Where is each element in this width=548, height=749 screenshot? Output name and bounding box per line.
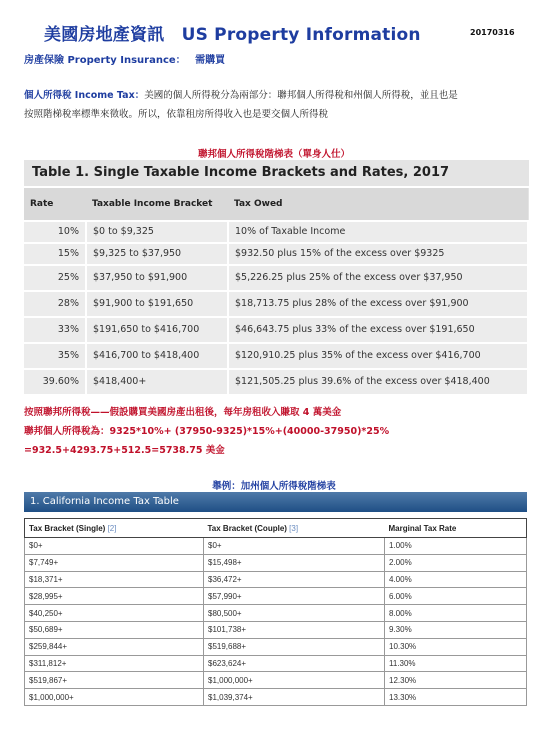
insurance-label: 房產保險 Property Insurance： [24, 55, 186, 66]
state-table-caption: 舉例：加州個人所得稅階梯表 [212, 481, 336, 492]
marginal-rate-cell: 13.30% [385, 689, 527, 706]
document-date: 20170316 [470, 28, 515, 37]
bracket-cell: $9,325 to $37,950 [86, 243, 228, 265]
table-row [24, 291, 528, 317]
couple-bracket-cell: $36,472+ [204, 571, 385, 588]
bracket-cell: $37,950 to $91,900 [86, 265, 228, 291]
single-bracket-cell: $259,844+ [25, 638, 204, 655]
federal-table-title: Table 1. Single Taxable Income Brackets and Rates, 2017 [24, 160, 529, 188]
table-row [25, 689, 527, 706]
couple-bracket-cell: $623,624+ [204, 655, 385, 672]
single-bracket-cell: $40,250+ [25, 605, 204, 622]
table-row [24, 243, 528, 265]
example-assumption: 按照聯邦所得稅——假設購買美國房產出租後，每年房租收入賺取 4 萬美金 [24, 407, 342, 418]
marginal-rate-cell: 2.00% [385, 554, 527, 571]
couple-bracket-cell: $1,000,000+ [204, 672, 385, 689]
table-row [25, 588, 527, 605]
bracket-cell: $416,700 to $418,400 [86, 343, 228, 369]
income-tax-paragraph [24, 86, 529, 124]
footnote-link[interactable]: [3] [289, 523, 299, 533]
table-row [25, 538, 527, 555]
single-bracket-cell: $7,749+ [25, 554, 204, 571]
table-row [24, 369, 528, 395]
couple-bracket-cell: $57,990+ [204, 588, 385, 605]
rate-cell: 35% [24, 343, 86, 369]
table-row [25, 605, 527, 622]
bracket-cell: $91,900 to $191,650 [86, 291, 228, 317]
marginal-rate-cell: 10.30% [385, 638, 527, 655]
rate-cell: 39.60% [24, 369, 86, 395]
owed-cell: $5,226.25 plus 25% of the excess over $37,950 [228, 265, 528, 291]
owed-cell: $46,643.75 plus 33% of the excess over $191,650 [228, 317, 528, 343]
federal-tax-table [24, 160, 529, 396]
rate-cell: 25% [24, 265, 86, 291]
marginal-rate-cell: 8.00% [385, 605, 527, 622]
marginal-rate-cell: 12.30% [385, 672, 527, 689]
single-bracket-cell: $519,867+ [25, 672, 204, 689]
single-bracket-cell: $311,812+ [25, 655, 204, 672]
page-title: 美國房地產資訊 US Property Information [44, 25, 421, 45]
table-row [25, 672, 527, 689]
table-row [25, 571, 527, 588]
table-row [24, 343, 528, 369]
couple-bracket-cell: $1,039,374+ [204, 689, 385, 706]
single-bracket-cell: $28,995+ [25, 588, 204, 605]
bracket-cell: $191,650 to $416,700 [86, 317, 228, 343]
column-header-single: Tax Bracket (Single) [2] [25, 519, 204, 538]
income-tax-term: 個人所得稅 Income Tax： [24, 90, 145, 101]
marginal-rate-cell: 4.00% [385, 571, 527, 588]
couple-bracket-cell: $101,738+ [204, 621, 385, 638]
table-row [25, 638, 527, 655]
marginal-rate-cell: 9.30% [385, 621, 527, 638]
table-row [24, 265, 528, 291]
marginal-rate-cell: 1.00% [385, 538, 527, 555]
single-bracket-cell: $50,689+ [25, 621, 204, 638]
table-row [25, 621, 527, 638]
single-bracket-cell: $0+ [25, 538, 204, 555]
california-tax-table [24, 492, 527, 706]
owed-cell: $121,505.25 plus 39.6% of the excess over $418,400 [228, 369, 528, 395]
couple-bracket-cell: $519,688+ [204, 638, 385, 655]
rate-cell: 15% [24, 243, 86, 265]
couple-bracket-cell: $80,500+ [204, 605, 385, 622]
table-row [25, 655, 527, 672]
bracket-cell: $418,400+ [86, 369, 228, 395]
example-formula: 聯邦個人所得稅為：9325*10%+ (37950-9325)*15%+(40000-37950)*25% [24, 426, 390, 437]
column-header-bracket: Taxable Income Bracket [86, 188, 228, 221]
marginal-rate-cell: 6.00% [385, 588, 527, 605]
example-result: =932.5+4293.75+512.5=5738.75 美金 [24, 445, 225, 456]
rate-cell: 10% [24, 221, 86, 243]
single-bracket-cell: $1,000,000+ [25, 689, 204, 706]
owed-cell: $932.50 plus 15% of the excess over $9325 [228, 243, 528, 265]
table-row [25, 554, 527, 571]
owed-cell: 10% of Taxable Income [228, 221, 528, 243]
income-tax-text-1: 美國的個人所得稅分為兩部分：聯邦個人所得稅和州個人所得稅，並且也是 [144, 90, 458, 101]
insurance-line [24, 51, 231, 66]
couple-bracket-cell: $0+ [204, 538, 385, 555]
insurance-value: 需購買 [195, 55, 226, 66]
rate-cell: 28% [24, 291, 86, 317]
owed-cell: $18,713.75 plus 28% of the excess over $91,900 [228, 291, 528, 317]
california-table-title: 1. California Income Tax Table [24, 492, 527, 512]
column-header-rate: Rate [24, 188, 86, 221]
column-header-owed: Tax Owed [228, 188, 528, 221]
owed-cell: $120,910.25 plus 35% of the excess over $416,700 [228, 343, 528, 369]
income-tax-text-2: 按照階梯稅率標準來徵收。所以，依靠租房所得收入也是要交個人所得稅 [24, 109, 329, 120]
footnote-link[interactable]: [2] [107, 523, 117, 533]
column-header-marginal-rate: Marginal Tax Rate [385, 519, 527, 538]
rate-cell: 33% [24, 317, 86, 343]
table-row [24, 221, 528, 243]
table-row [24, 317, 528, 343]
couple-bracket-cell: $15,498+ [204, 554, 385, 571]
federal-table-caption: 聯邦個人所得稅階梯表（單身人仕） [197, 149, 350, 160]
marginal-rate-cell: 11.30% [385, 655, 527, 672]
single-bracket-cell: $18,371+ [25, 571, 204, 588]
column-header-couple: Tax Bracket (Couple) [3] [204, 519, 385, 538]
bracket-cell: $0 to $9,325 [86, 221, 228, 243]
